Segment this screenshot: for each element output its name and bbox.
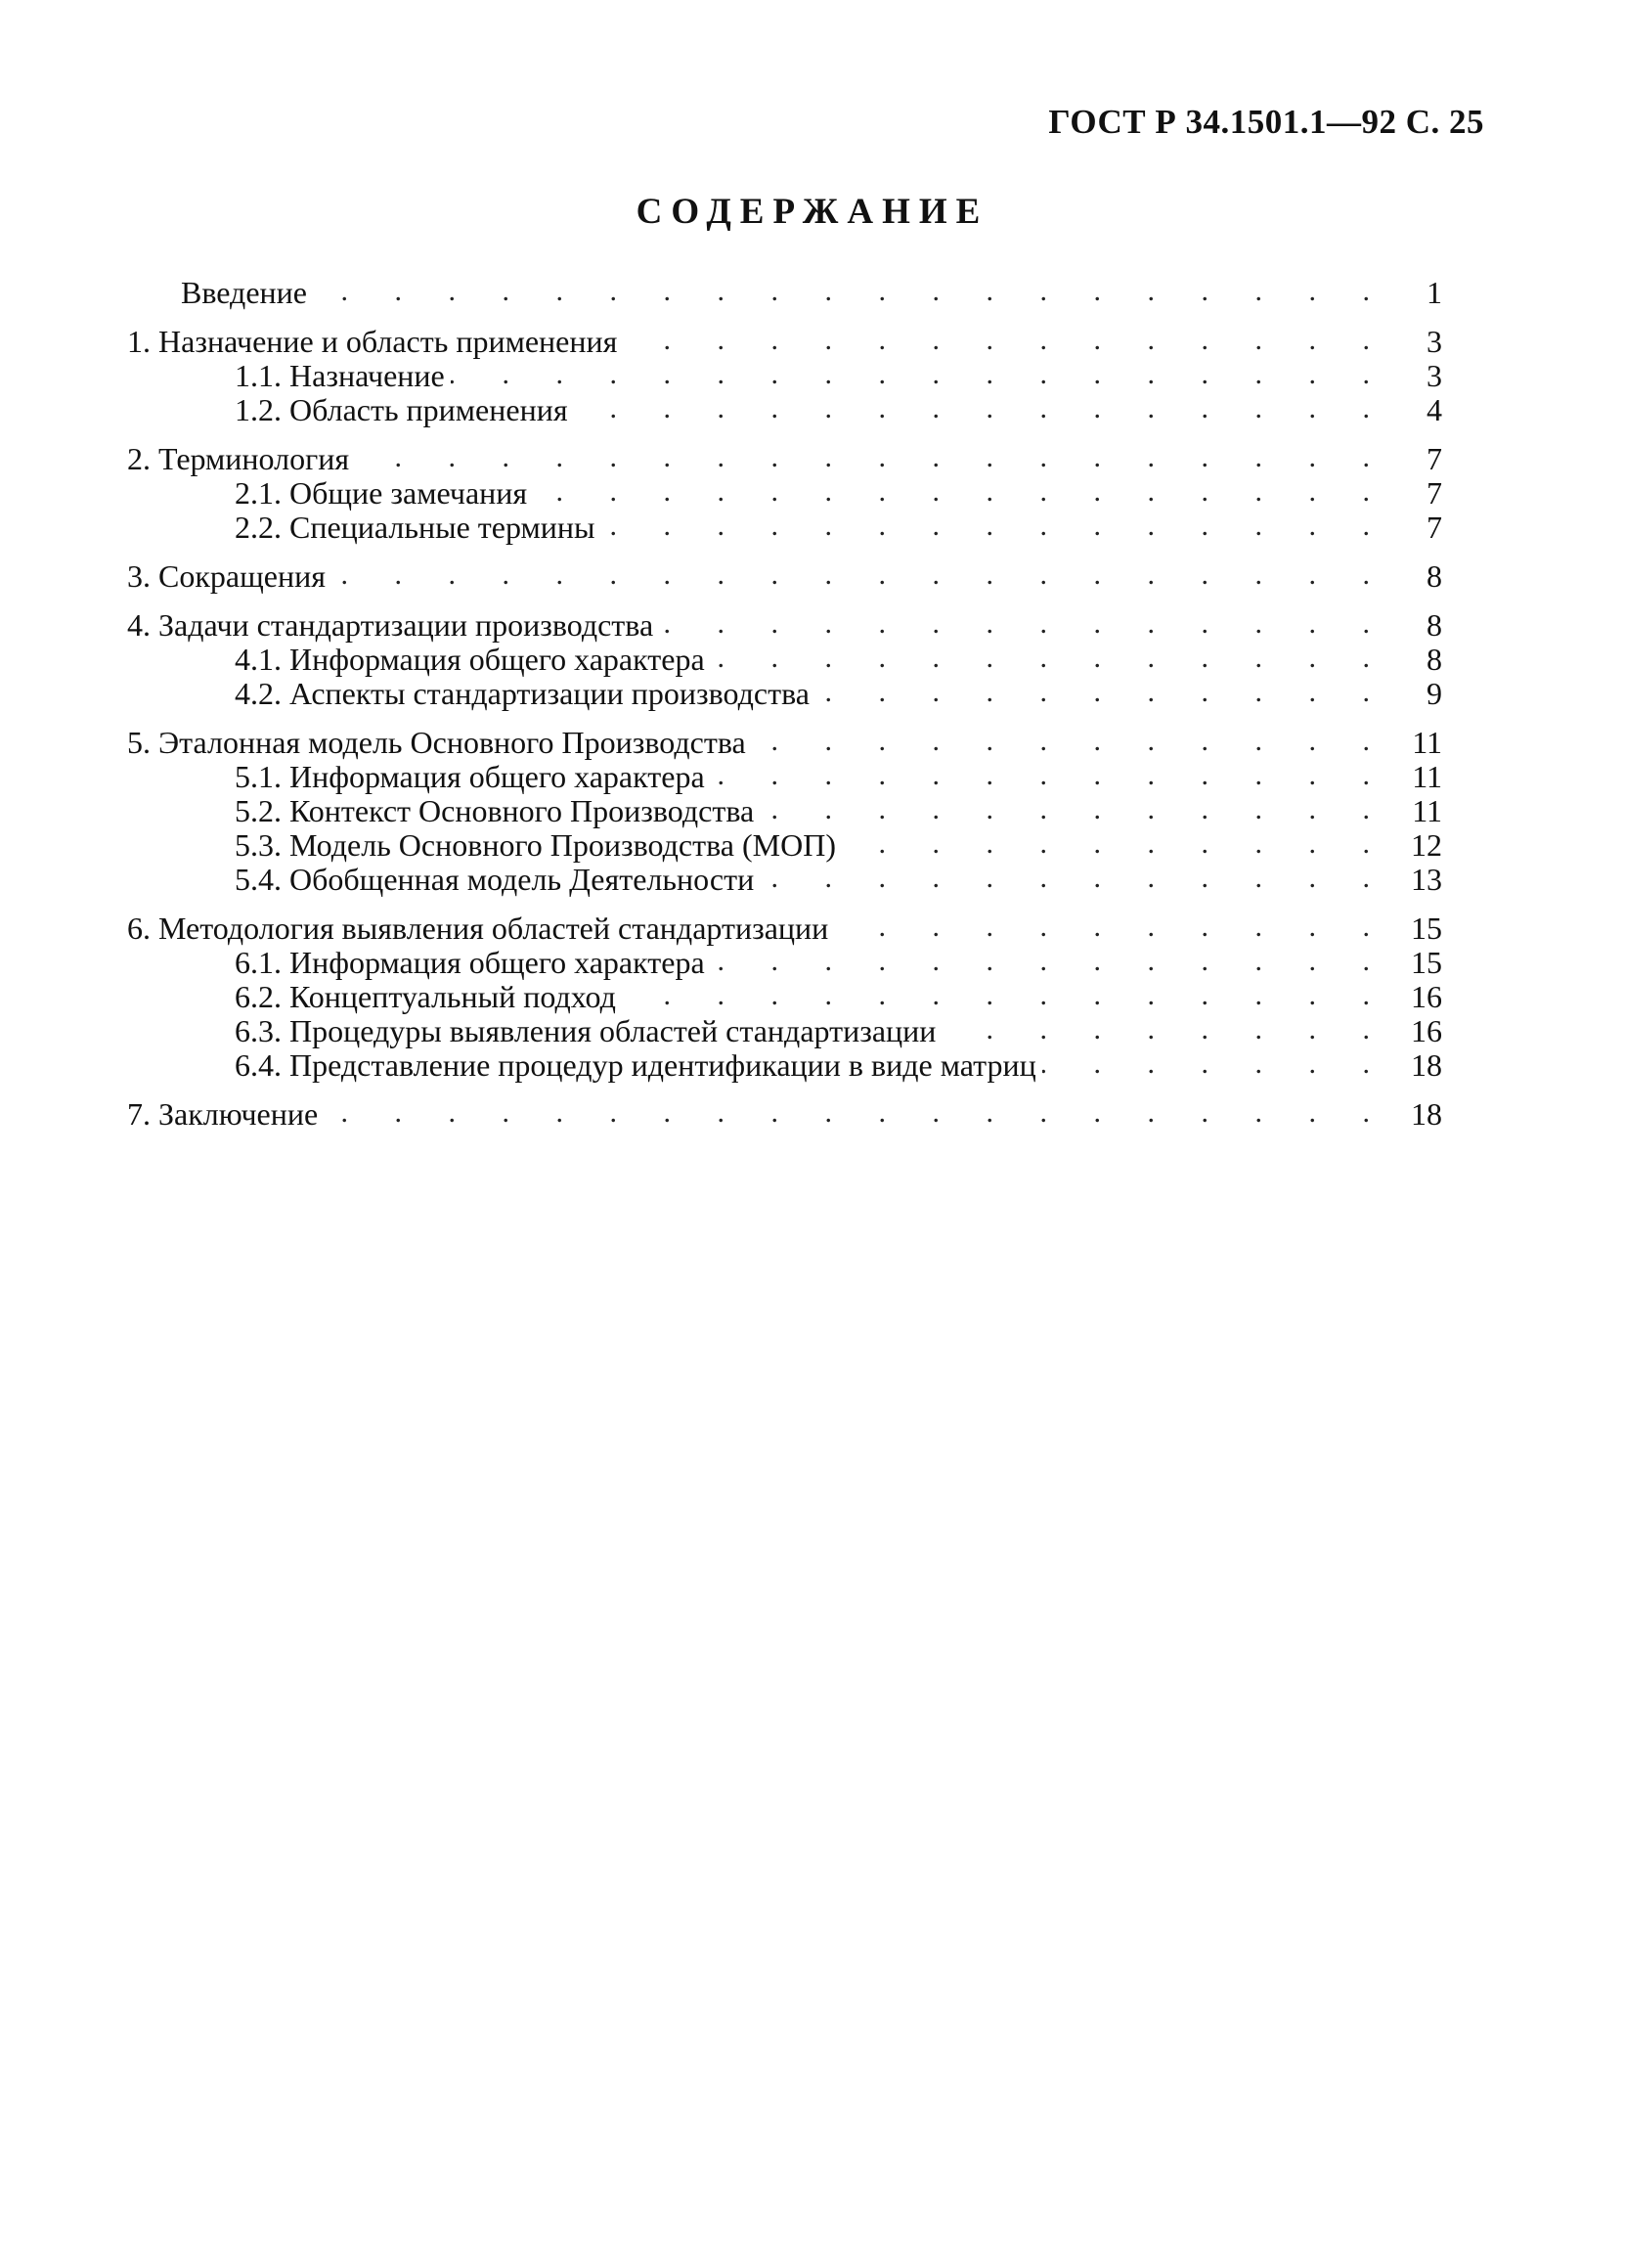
dot-leader bbox=[623, 326, 1389, 355]
toc-entry-page-number: 3 bbox=[1389, 359, 1442, 393]
toc-entry bbox=[127, 794, 1442, 828]
toc-entry-page-number: 11 bbox=[1389, 726, 1442, 760]
toc-entry bbox=[127, 476, 1442, 511]
toc-entry-page-number: 8 bbox=[1389, 643, 1442, 677]
toc-entry-label: 6.2. Концептуальный подход bbox=[127, 980, 622, 1014]
toc-entry-label: 5. Эталонная модель Основного Производства bbox=[127, 726, 752, 760]
toc-entry-page-number: 13 bbox=[1389, 863, 1442, 897]
dot-leader bbox=[711, 644, 1389, 673]
toc-entry-page-number: 7 bbox=[1389, 511, 1442, 545]
dot-leader bbox=[331, 560, 1389, 590]
toc-entry-page-number: 7 bbox=[1389, 476, 1442, 511]
toc-entry-page-number: 4 bbox=[1389, 393, 1442, 427]
dot-leader bbox=[574, 394, 1389, 423]
toc-entry bbox=[127, 608, 1442, 643]
toc-entry bbox=[127, 828, 1442, 863]
toc-entry bbox=[127, 393, 1442, 427]
dot-leader bbox=[711, 947, 1389, 976]
toc-entry-page-number: 8 bbox=[1389, 559, 1442, 594]
toc-entry-page-number: 7 bbox=[1389, 442, 1442, 476]
toc-entry-page-number: 18 bbox=[1389, 1048, 1442, 1083]
dot-leader bbox=[1042, 1049, 1389, 1079]
dot-leader bbox=[355, 443, 1389, 472]
toc-entry bbox=[127, 1097, 1442, 1132]
toc-entry-page-number: 15 bbox=[1389, 946, 1442, 980]
toc-entry-label: 6.3. Процедуры выявления областей стандартизации bbox=[127, 1014, 942, 1048]
dot-leader bbox=[842, 829, 1389, 859]
toc-entry-page-number: 11 bbox=[1389, 794, 1442, 828]
toc-entry-label: 1.1. Назначение bbox=[127, 359, 451, 393]
dot-leader bbox=[815, 678, 1389, 707]
toc-entry-page-number: 11 bbox=[1389, 760, 1442, 794]
toc-entry-label: 2. Терминология bbox=[127, 442, 355, 476]
toc-entry bbox=[127, 643, 1442, 677]
toc-entry bbox=[127, 946, 1442, 980]
dot-leader bbox=[659, 609, 1389, 639]
toc-entry-label: 5.2. Контекст Основного Производства bbox=[127, 794, 760, 828]
dot-leader bbox=[601, 511, 1390, 541]
toc-entry-label: 2.2. Специальные термины bbox=[127, 511, 601, 545]
toc-entry bbox=[127, 325, 1442, 359]
dot-leader bbox=[834, 912, 1389, 942]
toc-entry-label: Введение bbox=[127, 276, 313, 310]
toc-entry-page-number: 12 bbox=[1389, 828, 1442, 863]
toc-entry-page-number: 9 bbox=[1389, 677, 1442, 711]
toc-entry-label: 7. Заключение bbox=[127, 1097, 324, 1132]
dot-leader bbox=[760, 795, 1389, 824]
page-title: СОДЕРЖАНИЕ bbox=[636, 192, 989, 232]
toc-entry-page-number: 8 bbox=[1389, 608, 1442, 643]
dot-leader bbox=[711, 761, 1389, 790]
dot-leader bbox=[942, 1015, 1389, 1045]
dot-leader bbox=[313, 277, 1389, 306]
toc-entry bbox=[127, 1014, 1442, 1048]
toc-entry bbox=[127, 912, 1442, 946]
table-of-contents bbox=[127, 276, 1442, 1132]
toc-entry bbox=[127, 760, 1442, 794]
toc-entry bbox=[127, 980, 1442, 1014]
toc-entry bbox=[127, 511, 1442, 545]
toc-entry-page-number: 16 bbox=[1389, 1014, 1442, 1048]
dot-leader bbox=[533, 477, 1389, 507]
toc-entry-label: 4.1. Информация общего характера bbox=[127, 643, 711, 677]
toc-entry-label: 2.1. Общие замечания bbox=[127, 476, 533, 511]
toc-entry-label: 6. Методология выявления областей стандартизации bbox=[127, 912, 834, 946]
toc-entry bbox=[127, 442, 1442, 476]
toc-entry-page-number: 16 bbox=[1389, 980, 1442, 1014]
toc-entry bbox=[127, 1048, 1442, 1083]
dot-leader bbox=[622, 981, 1389, 1010]
toc-entry-label: 1. Назначение и область применения bbox=[127, 325, 623, 359]
toc-entry-label: 4.2. Аспекты стандартизации производства bbox=[127, 677, 815, 711]
page-header: ГОСТ Р 34.1501.1—92 С. 25 bbox=[1048, 103, 1484, 141]
toc-entry-label: 5.4. Обобщенная модель Деятельности bbox=[127, 863, 760, 897]
toc-entry bbox=[127, 726, 1442, 760]
toc-entry-label: 5.3. Модель Основного Производства (МОП) bbox=[127, 828, 842, 863]
toc-entry bbox=[127, 276, 1442, 310]
toc-entry-label: 6.4. Представление процедур идентификации в виде матриц bbox=[127, 1048, 1042, 1083]
toc-entry-label: 1.2. Область применения bbox=[127, 393, 574, 427]
dot-leader bbox=[760, 864, 1389, 893]
toc-entry-label: 6.1. Информация общего характера bbox=[127, 946, 711, 980]
toc-entry-page-number: 3 bbox=[1389, 325, 1442, 359]
toc-entry-label: 5.1. Информация общего характера bbox=[127, 760, 711, 794]
dot-leader bbox=[324, 1098, 1389, 1128]
dot-leader bbox=[451, 360, 1389, 389]
dot-leader bbox=[752, 727, 1389, 756]
toc-entry-label: 3. Сокращения bbox=[127, 559, 331, 594]
toc-entry bbox=[127, 559, 1442, 594]
toc-entry bbox=[127, 359, 1442, 393]
toc-entry bbox=[127, 863, 1442, 897]
toc-entry-page-number: 1 bbox=[1389, 276, 1442, 310]
toc-entry-label: 4. Задачи стандартизации производства bbox=[127, 608, 659, 643]
toc-entry bbox=[127, 677, 1442, 711]
toc-entry-page-number: 15 bbox=[1389, 912, 1442, 946]
toc-entry-page-number: 18 bbox=[1389, 1097, 1442, 1132]
